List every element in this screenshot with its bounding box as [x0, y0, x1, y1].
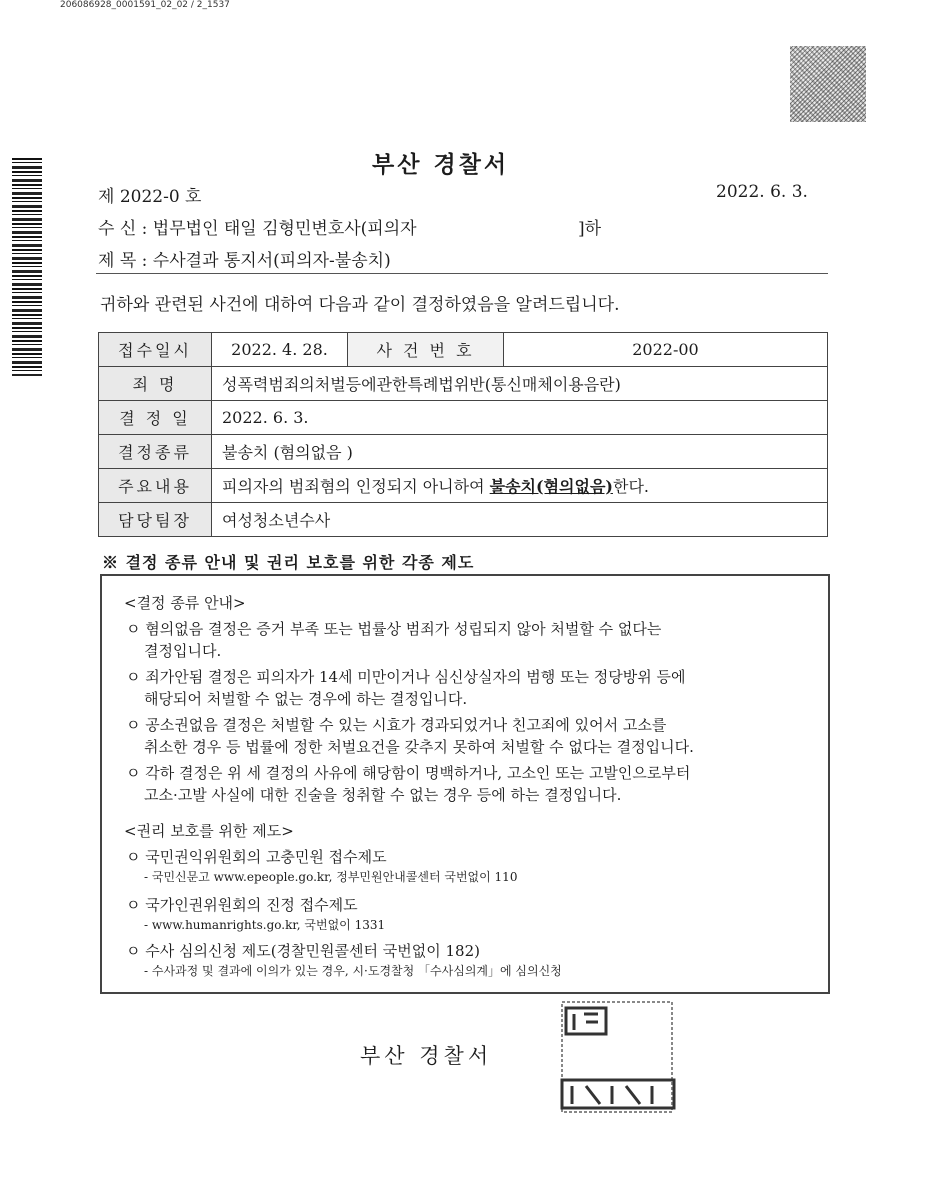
subject-value: 수사결과 통지서(피의자-불송치)	[152, 251, 391, 271]
decision-date-label: 결 정 일	[99, 401, 212, 435]
team-leader-label: 담당팀장	[99, 503, 212, 537]
main-content-emphasis: 불송치(혐의없음)	[489, 477, 613, 496]
decision-date-value: 2022. 6. 3.	[212, 401, 828, 435]
recipient-value: 법무법인 태일 김형민변호사(피의자	[152, 219, 417, 239]
main-content-value	[212, 469, 828, 503]
decision-type-label: 결정종류	[99, 435, 212, 469]
receipt-date-label: 접수일시	[99, 333, 212, 367]
table-row	[99, 435, 828, 469]
rights-item-detail: - 수사과정 및 결과에 이의가 있는 경우, 시·도경찰청 「수사심의계」에 심의신청	[144, 964, 562, 978]
qr-code	[790, 46, 866, 122]
table-row	[99, 469, 828, 503]
case-number-value: 2022-00	[504, 333, 828, 367]
team-leader-value: 여성청소년수사	[212, 503, 828, 537]
main-content-text: 피의자의 범죄혐의 인정되지 아니하여	[222, 477, 490, 496]
table-row	[99, 503, 828, 537]
crime-value: 성폭력범죄의처벌등에관한특례법위반(통신매체이용음란)	[212, 367, 828, 401]
case-number-label: 사 건 번 호	[348, 333, 504, 367]
issue-date: 2022. 6. 3.	[716, 182, 808, 202]
document-id: 206086928_0001591_02_02 / 2_1537	[60, 0, 230, 10]
rights-item-detail: - 국민신문고 www.epeople.go.kr, 정부민원안내콜센터 국번없이 110	[144, 870, 518, 884]
case-info-table	[98, 332, 828, 537]
rights-heading: <권리 보호를 위한 제도>	[124, 822, 294, 840]
issuing-agency-title: 부산 경찰서	[372, 151, 510, 178]
subject-row	[98, 246, 391, 271]
main-content-label: 주요내용	[99, 469, 212, 503]
rights-item	[126, 940, 562, 979]
guide-item	[126, 762, 690, 806]
guide-item-line: 해당되어 처벌할 수 없는 경우에 하는 결정입니다.	[144, 690, 468, 708]
recipient-label: 수 신 :	[98, 219, 148, 239]
notice-title: ※ 결정 종류 안내 및 권리 보호를 위한 각종 제도	[102, 553, 475, 572]
rights-item-detail: - www.humanrights.go.kr, 국번없이 1331	[144, 918, 386, 932]
guide-item	[126, 666, 685, 710]
document-number: 제 2022-0 호	[98, 187, 202, 207]
subject-label: 제 목 :	[98, 251, 148, 271]
decision-type-value: 불송치 (혐의없음 )	[212, 435, 828, 469]
guide-item-line: ㅇ 죄가안됨 결정은 피의자가 14세 미만이거나 심신상실자의 범행 또는 정당방위 등에	[126, 668, 686, 686]
guide-item-line: ㅇ 공소권없음 결정은 처벌할 수 있는 시효가 경과되었거나 친고죄에 있어서 고소를	[126, 716, 667, 734]
rights-item-title: ㅇ 수사 심의신청 제도(경찰민원콜센터 국번없이 182)	[126, 942, 480, 960]
recipient-suffix: ]하	[578, 219, 602, 239]
guide-item-line: ㅇ 혐의없음 결정은 증거 부족 또는 법률상 범죄가 성립되지 않아 처벌할 수 없다는	[126, 620, 662, 638]
guide-heading: <결정 종류 안내>	[124, 594, 246, 612]
rights-item	[126, 894, 385, 933]
header-divider	[96, 273, 828, 274]
rights-item-title: ㅇ 국가인권위원회의 진정 접수제도	[126, 896, 358, 914]
table-row	[99, 401, 828, 435]
receipt-date-value: 2022. 4. 28.	[212, 333, 348, 367]
official-seal	[556, 998, 676, 1116]
table-row	[99, 367, 828, 401]
guide-box	[100, 574, 830, 994]
guide-item-line: ㅇ 각하 결정은 위 세 결정의 사유에 해당함이 명백하거나, 고소인 또는 고발인으로부터	[126, 764, 691, 782]
guide-item-line: 고소·고발 사실에 대한 진술을 청취할 수 없는 경우 등에 하는 결정입니다.	[144, 786, 622, 804]
guide-item-line: 결정입니다.	[144, 642, 222, 660]
intro-text: 귀하와 관련된 사건에 대하여 다음과 같이 결정하였음을 알려드립니다.	[100, 295, 620, 315]
crime-label: 죄 명	[99, 367, 212, 401]
recipient-row	[98, 214, 417, 239]
footer-agency: 부산 경찰서	[360, 1044, 493, 1068]
guide-item-line: 취소한 경우 등 법률에 정한 처벌요건을 갖추지 못하여 처벌할 수 없다는 결정입니다.	[144, 738, 694, 756]
rights-item-title: ㅇ 국민권익위원회의 고충민원 접수제도	[126, 848, 387, 866]
barcode	[12, 158, 42, 376]
table-row	[99, 333, 828, 367]
guide-item	[126, 714, 694, 758]
main-content-suffix: 한다.	[612, 477, 649, 496]
rights-item	[126, 846, 517, 885]
guide-item	[126, 618, 661, 662]
